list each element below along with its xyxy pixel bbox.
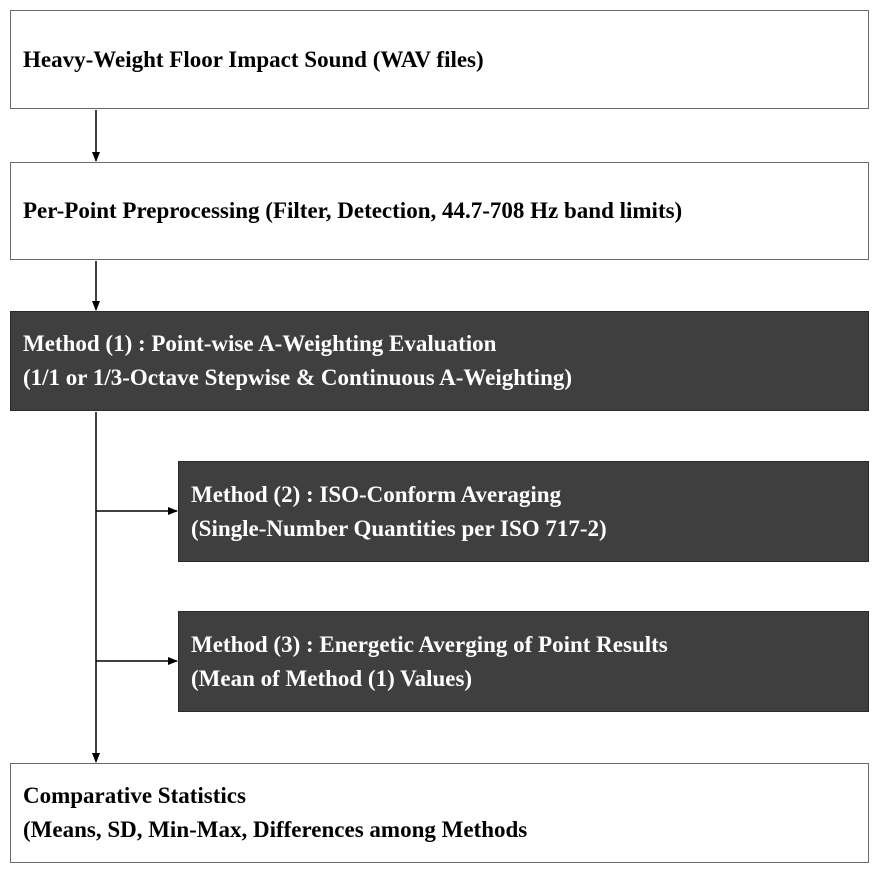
- statistics-title: Comparative Statistics: [23, 783, 246, 808]
- method-2-title: Method (2) : ISO-Conform Averaging: [191, 481, 562, 507]
- preprocessing-label: Per-Point Preprocessing (Filter, Detection, 44.7-708 Hz band limits): [23, 198, 683, 223]
- method-1-title: Method (1) : Point-wise A-Weighting Evaluation: [23, 331, 497, 356]
- statistics-subtitle: (Means, SD, Min-Max, Differences among Methods: [23, 817, 528, 842]
- method-2-subtitle: (Single-Number Quantities per ISO 717-2): [191, 515, 607, 541]
- method-1-subtitle: (1/1 or 1/3-Octave Stepwise & Continuous A-Weighting): [23, 365, 573, 390]
- wav-input-label: Heavy-Weight Floor Impact Sound (WAV files): [23, 46, 484, 72]
- method-3-subtitle: (Mean of Method (1) Values): [191, 665, 473, 691]
- method-3-title: Method (3) : Energetic Averging of Point Results: [191, 631, 668, 657]
